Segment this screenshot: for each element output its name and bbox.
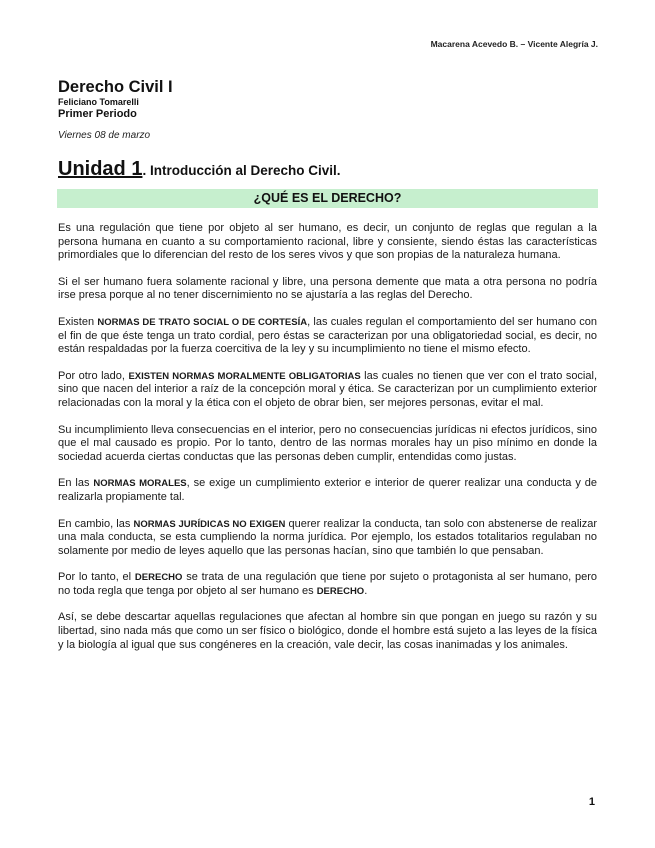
header-authors: Macarena Acevedo B. – Vicente Alegría J. xyxy=(430,39,598,49)
paragraph: Así, se debe descartar aquellas regulaciones que afectan al hombre sin que pongan en juego su razón y su libertad, sino nada más que como un ser físico o biológico, donde el hombre está sujeto a las leyes de la física y la biología al igual que sus congéneres en la creación, vale decir, las cosas inanimadas y los animales. xyxy=(58,611,597,651)
paragraph: Si el ser humano fuera solamente racional y libre, una persona demente que mata a otra persona no podría irse presa porque al no tener discernimiento no se ajustaría a las reglas del Derecho. xyxy=(58,275,597,302)
section-banner: ¿QUÉ ES EL DERECHO? xyxy=(57,189,598,208)
page-number: 1 xyxy=(588,796,595,808)
lecture-date: Viernes 08 de marzo xyxy=(58,130,151,141)
key-term: NORMAS JURÍDICAS NO EXIGEN xyxy=(133,518,286,530)
professor-name: Feliciano Tomarelli xyxy=(58,97,139,107)
paragraph: Por otro lado, EXISTEN NORMAS MORALMENTE OBLIGATORIAS las cuales no tienen que ver con el trato social, sino que nacen del interior a raíz de la concepción moral y ética. Se caracterizan por un cumplimiento exterior relacionadas con la moral y la ética con el objeto de obrar bien, ser mejores personas, evitar el mal. xyxy=(58,369,597,409)
key-term: EXISTEN NORMAS MORALMENTE OBLIGATORIAS xyxy=(128,370,361,382)
course-title-block xyxy=(58,78,173,121)
paragraph: En las NORMAS MORALES, se exige un cumplimiento exterior e interior de querer realizar una conducta y de realizarla propiamente tal. xyxy=(58,477,597,503)
unit-subtitle: . Introducción al Derecho Civil. xyxy=(142,163,341,178)
key-term: NORMAS MORALES xyxy=(93,478,187,490)
unit-label: Unidad 1 xyxy=(58,158,143,180)
body-text xyxy=(58,222,597,665)
key-term: NORMAS DE TRATO SOCIAL O DE CORTESÍA xyxy=(97,316,308,328)
paragraph: En cambio, las NORMAS JURÍDICAS NO EXIGEN querer realizar la conducta, tan solo con abstenerse de realizar una mala conducta, se esta cumpliendo la norma jurídica. Por ejemplo, los estados totalitarios regulaban no solamente por medio de leyes aquello que las personas hacían, sino que también lo que pensaban. xyxy=(58,517,597,557)
paragraph: Es una regulación que tiene por objeto al ser humano, es decir, un conjunto de reglas que regulan a la persona humana en cuanto a su comportamiento racional, libre y consiente, siendo éstas las características primordiales que lo diferencian del resto de los seres vivos y que son propias de la naturaleza humana. xyxy=(58,222,597,262)
paragraph: Por lo tanto, el DERECHO se trata de una regulación que tiene por sujeto o protagonista al ser humano, pero no toda regla que tenga por objeto al ser humano es DERECHO. xyxy=(58,571,597,597)
key-term: DERECHO xyxy=(316,585,365,597)
paragraph: Su incumplimiento lleva consecuencias en el interior, pero no consecuencias jurídicas ni efectos jurídicos, sino que el mal causado es propio. Por lo tanto, dentro de las normas morales hay un piso mínimo en donde la sociedad acuerda ciertas conductas que las personas deben cumplir, entendidas como justas. xyxy=(58,423,597,463)
key-term: DERECHO xyxy=(134,572,183,584)
course-period: Primer Periodo xyxy=(58,108,137,120)
course-title: Derecho Civil I xyxy=(58,78,173,96)
paragraph: Existen NORMAS DE TRATO SOCIAL O DE CORTESÍA, las cuales regulan el comportamiento del ser humano con el fin de que éste tenga un trato cordial, pero éstas se caracterizan por una obligatoriedad social, es decir, no están respaldadas por la fuerza coercitiva de la ley y su incumplimiento no tiene el mismo efecto. xyxy=(58,315,597,356)
unit-heading xyxy=(58,158,341,181)
